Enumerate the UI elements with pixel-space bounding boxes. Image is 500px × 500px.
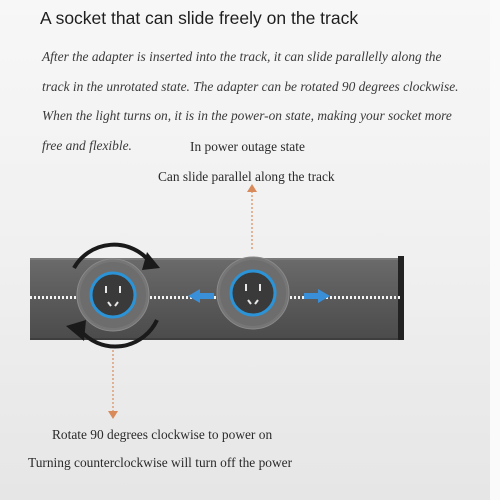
counterclockwise-label: Turning counterclockwise will turn off the power [28,455,293,470]
power-outage-label: In power outage state [190,139,305,154]
rotate-clockwise-label: Rotate 90 degrees clockwise to power on [52,427,273,442]
slide-parallel-label: Can slide parallel along the track [158,169,335,184]
slide-left-arrow-icon [188,289,214,303]
right-socket [217,257,289,329]
left-socket [77,259,149,331]
description-line: track in the unrotated state. The adapter can be rotated 90 degrees clockwise. [42,78,459,94]
description-line: When the light turns on, it is in the power-on state, making your socket more [42,108,452,123]
slide-right-arrow-icon [304,289,330,303]
pointer-arrowhead-top [247,184,257,192]
pointer-arrowhead-bottom [108,411,118,419]
page-title: A socket that can slide freely on the track [40,8,359,28]
description-line: After the adapter is inserted into the track, it can slide parallelly along the [42,49,442,64]
description-line: free and flexible. [42,137,132,153]
